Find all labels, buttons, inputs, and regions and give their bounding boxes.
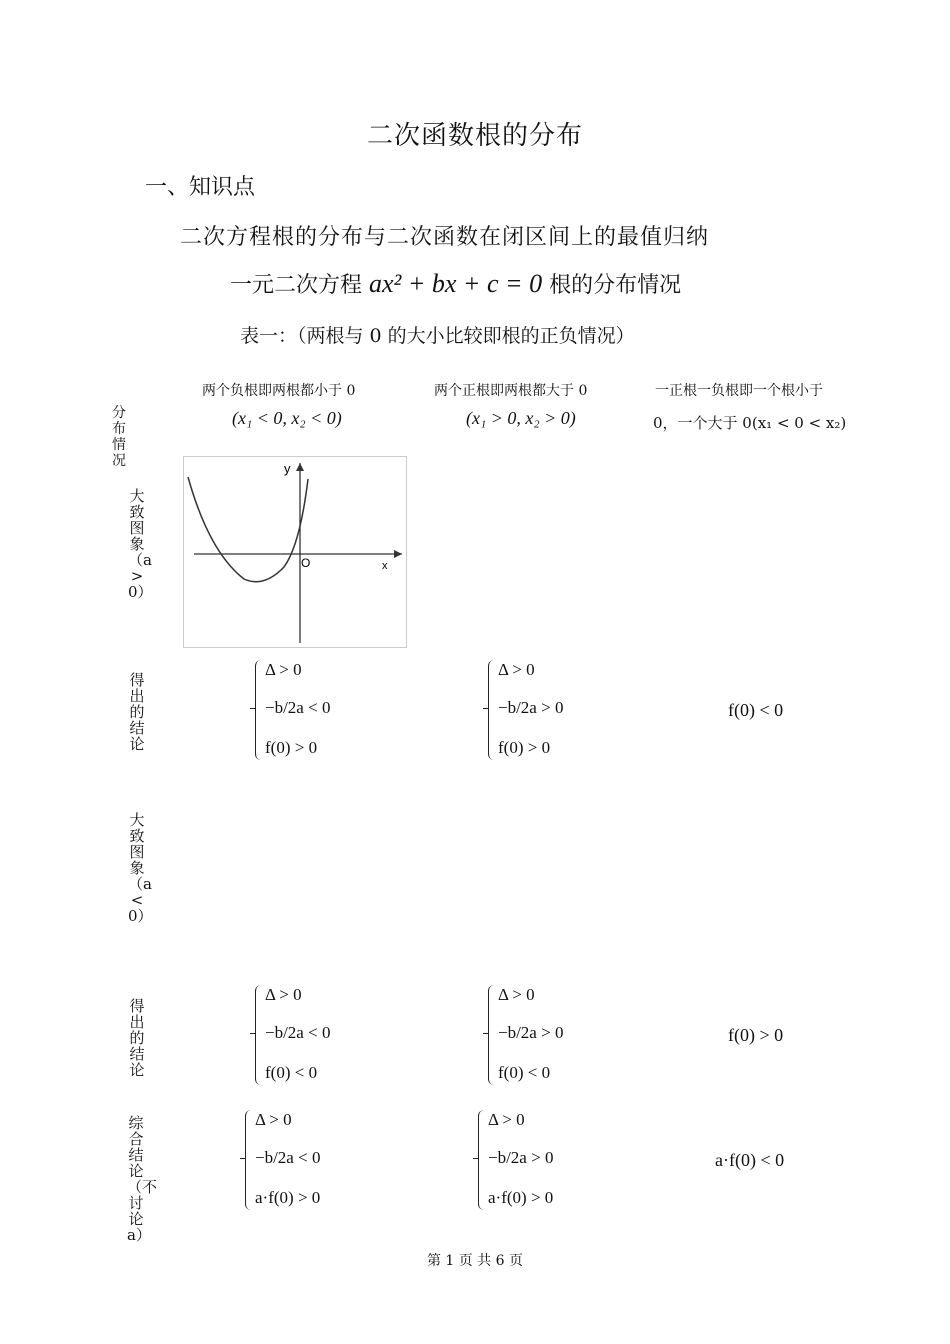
equation-suffix: 根的分布情况: [549, 273, 682, 298]
col-cond-2: (x₁ > 0, x₂ > 0): [466, 408, 576, 428]
table-caption: 表一：（两根与 0 的大小比较即根的正负情况）: [240, 325, 635, 347]
section-heading: 一、知识点: [145, 175, 256, 200]
x-axis-arrow: [394, 550, 402, 558]
row-label-distribution-text: 分布情况: [112, 405, 126, 469]
equation-line: [230, 268, 681, 299]
y-label: y: [284, 461, 291, 476]
system-neg-2-line-3: f(0) < 0: [498, 1063, 551, 1082]
system-pos-2-line-1: Δ > 0: [498, 660, 535, 679]
col-heading-1: 两个负根即两根都小于 0: [202, 383, 356, 399]
system-comb-1: [245, 1110, 375, 1214]
col-heading-3: 一正根一负根即一个根小于: [655, 383, 823, 399]
system-pos-1-line-1: Δ > 0: [265, 660, 302, 679]
system-comb-1-line-2: −b/2a < 0: [255, 1148, 321, 1167]
parabola-curve: [188, 477, 311, 582]
origin-label: O: [301, 556, 311, 570]
system-neg-2-line-1: Δ > 0: [498, 985, 535, 1004]
col-heading-2: 两个正根即两根都大于 0: [434, 383, 588, 399]
system-pos-2-line-2: −b/2a > 0: [498, 698, 564, 717]
result-comb-3: a·f(0) < 0: [715, 1150, 785, 1170]
row-label-graph-neg-text: 大致图象（a < 0）: [128, 811, 153, 925]
row-label-distribution: [112, 405, 172, 469]
result-pos-3: f(0) < 0: [728, 700, 784, 720]
row-label-result2: [128, 998, 146, 1078]
system-comb-1-line-3: a·f(0) > 0: [255, 1188, 321, 1207]
system-neg-1-line-2: −b/2a < 0: [265, 1023, 331, 1042]
subtitle: 二次方程根的分布与二次函数在闭区间上的最值归纳: [180, 225, 710, 250]
row-label-combined-text: 综合结论（不讨论a）: [127, 1114, 158, 1244]
page-title: 二次函数根的分布: [366, 121, 583, 151]
system-comb-2-line-3: a·f(0) > 0: [488, 1188, 554, 1207]
system-comb-1-line-1: Δ > 0: [255, 1110, 292, 1129]
row-label-result1: [128, 672, 146, 752]
parabola-graph: [183, 456, 407, 648]
system-comb-2-line-1: Δ > 0: [488, 1110, 525, 1129]
result-neg-3: f(0) > 0: [728, 1025, 784, 1045]
system-neg-1-line-3: f(0) < 0: [265, 1063, 318, 1082]
row-label-result2-text: 得出的结论: [129, 997, 145, 1079]
system-pos-2: [488, 660, 618, 764]
col-cond-3: 0，一个大于 0(x₁ < 0 < x₂): [653, 414, 847, 432]
row-label-graph-pos: [128, 487, 153, 601]
x-label: x: [382, 560, 388, 572]
y-axis-arrow: [296, 463, 304, 471]
system-pos-2-line-3: f(0) > 0: [498, 738, 551, 757]
system-comb-2: [478, 1110, 608, 1214]
system-pos-1: [255, 660, 385, 764]
system-neg-1-line-1: Δ > 0: [265, 985, 302, 1004]
system-neg-1: [255, 985, 385, 1089]
system-pos-1-line-3: f(0) > 0: [265, 738, 318, 757]
col-cond-1: (x₁ < 0, x₂ < 0): [232, 408, 342, 428]
row-label-graph-pos-text: 大致图象（a > 0）: [128, 487, 153, 601]
equation-prefix: 一元二次方程: [230, 273, 363, 298]
row-label-result1-text: 得出的结论: [129, 671, 145, 753]
page-footer: 第 1 页 共 6 页: [426, 1253, 524, 1269]
parabola-svg: [184, 457, 406, 647]
equation: ax² + bx + c = 0: [369, 269, 543, 298]
system-neg-2-line-2: −b/2a > 0: [498, 1023, 564, 1042]
system-neg-2: [488, 985, 618, 1089]
row-label-combined: [116, 1115, 156, 1243]
system-comb-2-line-2: −b/2a > 0: [488, 1148, 554, 1167]
system-pos-1-line-2: −b/2a < 0: [265, 698, 331, 717]
row-label-graph-neg: [128, 811, 153, 925]
